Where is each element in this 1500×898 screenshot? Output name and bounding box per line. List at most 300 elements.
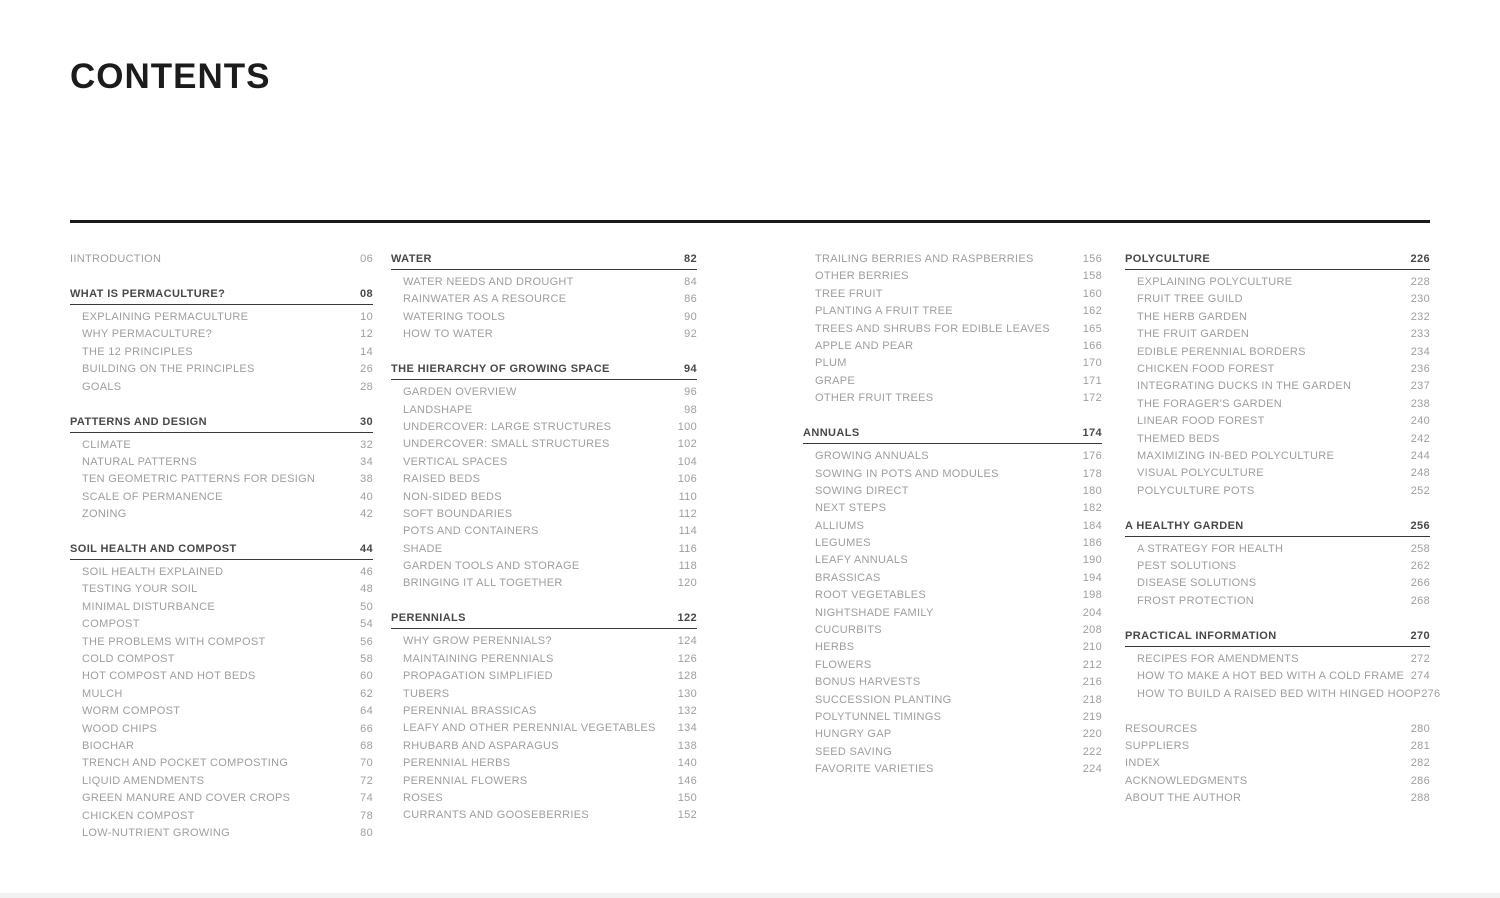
toc-entry-label: ZONING xyxy=(82,508,127,521)
toc-entry xyxy=(803,502,1102,519)
toc-entry xyxy=(803,607,1102,624)
toc-entry xyxy=(803,270,1102,287)
toc-entry-page-number: 10 xyxy=(360,310,373,323)
toc-entry-page-number: 48 xyxy=(360,583,373,596)
toc-entry xyxy=(70,810,373,827)
toc-entry-page-number: 190 xyxy=(1082,554,1102,567)
toc-entry xyxy=(803,323,1102,340)
toc-entry xyxy=(803,711,1102,728)
toc-entry-label: CUCURBITS xyxy=(815,624,882,637)
toc-entry xyxy=(70,491,373,508)
toc-entry-label: SOIL HEALTH EXPLAINED xyxy=(82,566,224,579)
toc-entry-label: SEED SAVING xyxy=(815,745,893,758)
toc-entry-page-number: 74 xyxy=(360,792,373,805)
toc-entry xyxy=(70,381,373,398)
section-heading-page-number: 30 xyxy=(359,415,373,428)
toc-entry xyxy=(803,288,1102,305)
toc-entry xyxy=(70,363,373,380)
section-heading-page-number: 08 xyxy=(359,287,373,300)
toc-entry xyxy=(803,253,1102,270)
toc-entry-page-number: 124 xyxy=(677,635,697,648)
toc-entry-label: LANDSHAPE xyxy=(403,403,473,416)
toc-entry xyxy=(391,792,697,809)
toc-entry-page-number: 280 xyxy=(1410,722,1430,735)
toc-entry-page-number: 262 xyxy=(1410,560,1430,573)
toc-entry-label: POTS AND CONTAINERS xyxy=(403,525,539,538)
toc-column-1 xyxy=(70,253,373,844)
toc-entry-label: HOW TO BUILD A RAISED BED WITH HINGED HOOP xyxy=(1137,687,1422,700)
toc-entry-label: PEST SOLUTIONS xyxy=(1137,560,1237,573)
section-heading-label: A HEALTHY GARDEN xyxy=(1125,519,1244,532)
toc-entry-page-number: 118 xyxy=(678,560,697,573)
toc-entry xyxy=(70,439,373,456)
toc-column-4 xyxy=(1125,253,1441,810)
toc-entry-page-number: 102 xyxy=(677,438,697,451)
toc-entry-page-number: 210 xyxy=(1082,641,1102,654)
toc-entry xyxy=(1125,293,1430,310)
toc-entry-page-number: 46 xyxy=(360,566,373,579)
toc-entry xyxy=(1125,485,1430,502)
toc-entry-page-number: 50 xyxy=(360,600,373,613)
toc-entry-page-number: 06 xyxy=(360,253,373,265)
toc-entry xyxy=(391,809,697,826)
toc-entry xyxy=(391,688,697,705)
toc-entry xyxy=(803,468,1102,485)
section-heading xyxy=(391,612,697,629)
toc-entry-page-number: 266 xyxy=(1410,577,1430,590)
toc-entry-label: PLUM xyxy=(815,357,847,370)
toc-entry xyxy=(391,473,697,490)
toc-entry-page-number: 114 xyxy=(678,525,697,538)
toc-entry-label: TRAILING BERRIES AND RASPBERRIES xyxy=(815,253,1034,265)
toc-entry-page-number: 220 xyxy=(1082,728,1102,741)
toc-entry-page-number: 222 xyxy=(1082,745,1102,758)
toc-entry xyxy=(803,305,1102,322)
toc-entry-label: UNDERCOVER: SMALL STRUCTURES xyxy=(403,438,610,451)
toc-entry-page-number: 14 xyxy=(360,345,373,358)
toc-entry xyxy=(391,491,697,508)
toc-entry-label: THE FRUIT GARDEN xyxy=(1137,328,1250,341)
toc-entry xyxy=(70,583,373,600)
toc-entry xyxy=(70,740,373,757)
section-heading-label: WHAT IS PERMACULTURE? xyxy=(70,287,226,300)
toc-entry-label: TREES AND SHRUBS FOR EDIBLE LEAVES xyxy=(815,322,1050,335)
toc-entry-page-number: 171 xyxy=(1082,374,1102,387)
toc-entry-label: PLANTING A FRUIT TREE xyxy=(815,305,953,318)
toc-entry-page-number: 218 xyxy=(1082,693,1102,706)
section-heading-page-number: 174 xyxy=(1082,427,1102,440)
toc-entry-page-number: 208 xyxy=(1082,624,1102,637)
toc-entry-page-number: 138 xyxy=(677,739,697,752)
toc-entry-label: A STRATEGY FOR HEALTH xyxy=(1137,542,1284,555)
toc-entry-label: LEAFY AND OTHER PERENNIAL VEGETABLES xyxy=(403,722,656,735)
toc-entry-label: MAXIMIZING IN-BED POLYCULTURE xyxy=(1137,449,1335,462)
toc-block xyxy=(803,253,1102,410)
toc-entry-label: MULCH xyxy=(82,687,123,700)
toc-entry-label: ROOT VEGETABLES xyxy=(815,589,927,602)
toc-entry-label: FAVORITE VARIETIES xyxy=(815,763,934,776)
toc-entry xyxy=(70,346,373,363)
toc-entry xyxy=(70,311,373,328)
toc-entry-label: BIOCHAR xyxy=(82,739,135,752)
toc-section xyxy=(1125,520,1430,613)
toc-block xyxy=(1125,723,1430,810)
toc-entry-label: WHY GROW PERENNIALS? xyxy=(403,635,552,648)
toc-entry-label: PERENNIAL HERBS xyxy=(403,757,511,770)
toc-entry-label: GARDEN TOOLS AND STORAGE xyxy=(403,560,580,573)
section-heading-page-number: 94 xyxy=(683,363,697,376)
toc-entry-label: COLD COMPOST xyxy=(82,653,175,666)
toc-entry-label: SUCCESSION PLANTING xyxy=(815,693,952,706)
section-heading xyxy=(70,543,373,560)
toc-entry-page-number: 38 xyxy=(360,473,373,486)
page-title: CONTENTS xyxy=(70,57,271,96)
toc-entry xyxy=(803,520,1102,537)
toc-entry-label: POLYTUNNEL TIMINGS xyxy=(815,710,942,723)
toc-entry-label: BUILDING ON THE PRINCIPLES xyxy=(82,363,255,376)
toc-entry xyxy=(803,589,1102,606)
toc-entry-page-number: 236 xyxy=(1410,362,1430,375)
toc-entry-page-number: 132 xyxy=(677,705,697,717)
toc-entry-label: RAISED BEDS xyxy=(403,473,481,486)
toc-entry-page-number: 234 xyxy=(1410,345,1430,358)
toc-entry xyxy=(1125,687,1441,705)
toc-entry-page-number: 288 xyxy=(1410,792,1430,805)
toc-entry-page-number: 70 xyxy=(360,757,373,770)
toc-entry xyxy=(391,293,697,310)
toc-entry xyxy=(70,473,373,490)
toc-entry-page-number: 230 xyxy=(1410,293,1430,306)
toc-entry-page-number: 248 xyxy=(1410,467,1430,480)
toc-entry xyxy=(391,722,697,739)
toc-entry-page-number: 96 xyxy=(684,386,697,399)
toc-entry-label: HOT COMPOST AND HOT BEDS xyxy=(82,670,256,683)
toc-entry-page-number: 146 xyxy=(677,774,697,787)
toc-entry-page-number: 158 xyxy=(1082,270,1102,283)
toc-entry xyxy=(803,392,1102,409)
toc-entry xyxy=(70,775,373,792)
toc-section xyxy=(391,612,697,826)
toc-section xyxy=(803,427,1102,780)
toc-entry-label: NATURAL PATTERNS xyxy=(82,455,198,468)
toc-entry xyxy=(1125,543,1430,560)
toc-entry-page-number: 134 xyxy=(677,722,697,735)
toc-entry xyxy=(70,653,373,670)
toc-entry xyxy=(391,543,697,560)
section-heading xyxy=(70,416,373,433)
toc-entry-page-number: 56 xyxy=(360,635,373,648)
toc-entry-page-number: 120 xyxy=(677,577,697,590)
toc-entry xyxy=(70,723,373,740)
toc-entry-label: CLIMATE xyxy=(82,438,131,451)
toc-entry xyxy=(803,624,1102,641)
section-heading-label: PRACTICAL INFORMATION xyxy=(1125,629,1277,642)
section-heading-label: PATTERNS AND DESIGN xyxy=(70,415,207,428)
toc-entry-page-number: 178 xyxy=(1082,467,1102,480)
toc-entry-label: FLOWERS xyxy=(815,658,872,671)
toc-entry-label: LOW-NUTRIENT GROWING xyxy=(82,826,230,839)
toc-entry-page-number: 32 xyxy=(360,438,373,451)
toc-entry-label: TESTING YOUR SOIL xyxy=(82,583,198,596)
toc-entry-label: FRUIT TREE GUILD xyxy=(1137,293,1243,306)
toc-entry-label: HOW TO MAKE A HOT BED WITH A COLD FRAME xyxy=(1137,670,1405,683)
toc-entry xyxy=(1125,740,1430,757)
toc-entry-page-number: 160 xyxy=(1082,287,1102,300)
section-heading-page-number: 44 xyxy=(359,543,373,556)
toc-entry-label: ALLIUMS xyxy=(815,519,865,532)
toc-entry-label: SCALE OF PERMANENCE xyxy=(82,490,223,503)
toc-entry-page-number: 268 xyxy=(1410,594,1430,607)
toc-entry-page-number: 224 xyxy=(1082,763,1102,776)
toc-entry-page-number: 281 xyxy=(1410,739,1430,752)
section-heading xyxy=(1125,520,1430,537)
toc-entry-page-number: 40 xyxy=(360,490,373,503)
toc-entry-label: RHUBARB AND ASPARAGUS xyxy=(403,739,559,752)
toc-entry-label: THE PROBLEMS WITH COMPOST xyxy=(82,635,266,648)
toc-section xyxy=(1125,253,1430,502)
toc-entry-label: GARDEN OVERVIEW xyxy=(403,386,517,399)
toc-entry-label: THE FORAGER'S GARDEN xyxy=(1137,397,1283,410)
toc-entry-label: RAINWATER AS A RESOURCE xyxy=(403,293,567,306)
toc-entry-label: WHY PERMACULTURE? xyxy=(82,328,212,341)
toc-entry-label: RESOURCES xyxy=(1125,722,1198,735)
toc-entry-label: WATER NEEDS AND DROUGHT xyxy=(403,276,574,288)
section-heading xyxy=(1125,253,1430,270)
toc-entry-page-number: 66 xyxy=(360,722,373,735)
toc-entry-label: OTHER BERRIES xyxy=(815,270,909,283)
toc-section xyxy=(391,363,697,595)
toc-entry xyxy=(1125,792,1430,809)
toc-entry-label: TUBERS xyxy=(403,687,450,700)
toc-entry-page-number: 26 xyxy=(360,363,373,376)
toc-entry-label: PROPAGATION SIMPLIFIED xyxy=(403,670,553,683)
toc-entry xyxy=(391,635,697,652)
toc-entry-page-number: 98 xyxy=(684,403,697,416)
toc-entry xyxy=(803,554,1102,571)
toc-entry-label: APPLE AND PEAR xyxy=(815,339,914,352)
section-heading xyxy=(1125,630,1430,647)
toc-entry xyxy=(803,641,1102,658)
toc-section xyxy=(70,288,373,398)
toc-entry-label: LINEAR FOOD FOREST xyxy=(1137,415,1265,428)
toc-entry xyxy=(391,421,697,438)
toc-entry-label: LIQUID AMENDMENTS xyxy=(82,774,205,787)
toc-entry-page-number: 150 xyxy=(677,791,697,804)
toc-entry-label: HERBS xyxy=(815,641,855,654)
toc-entry-page-number: 60 xyxy=(360,670,373,683)
toc-entry-page-number: 240 xyxy=(1410,415,1430,428)
section-heading xyxy=(70,288,373,305)
toc-entry-label: UNDERCOVER: LARGE STRUCTURES xyxy=(403,420,612,433)
toc-entry xyxy=(1125,363,1430,380)
toc-entry xyxy=(1125,467,1430,484)
toc-entry xyxy=(803,694,1102,711)
toc-entry-label: LEGUMES xyxy=(815,537,871,550)
toc-entry xyxy=(803,340,1102,357)
toc-entry-label: HOW TO WATER xyxy=(403,328,493,341)
toc-entry-page-number: 90 xyxy=(684,310,697,323)
toc-entry-page-number: 182 xyxy=(1082,502,1102,515)
toc-entry-label: SOFT BOUNDARIES xyxy=(403,507,513,520)
toc-entry-page-number: 186 xyxy=(1082,537,1102,550)
toc-entry-label: SHADE xyxy=(403,542,443,555)
toc-entry-page-number: 242 xyxy=(1410,432,1430,445)
toc-entry xyxy=(1125,276,1430,293)
toc-entry-page-number: 64 xyxy=(360,705,373,718)
toc-section xyxy=(70,416,373,526)
toc-entry-page-number: 92 xyxy=(684,328,697,341)
toc-column-2 xyxy=(391,253,697,827)
toc-entry xyxy=(70,827,373,844)
toc-entry-label: SOWING DIRECT xyxy=(815,484,909,497)
toc-entry xyxy=(70,508,373,525)
toc-entry-page-number: 126 xyxy=(677,652,697,665)
toc-entry xyxy=(803,450,1102,467)
toc-entry xyxy=(803,537,1102,554)
toc-entry-page-number: 100 xyxy=(677,420,697,433)
toc-entry-page-number: 237 xyxy=(1410,380,1430,393)
toc-entry-label: HUNGRY GAP xyxy=(815,728,892,741)
toc-entry xyxy=(1125,560,1430,577)
section-heading-label: WATER xyxy=(391,253,432,265)
toc-entry xyxy=(803,485,1102,502)
toc-entry-page-number: 112 xyxy=(678,507,697,520)
toc-entry-page-number: 216 xyxy=(1082,676,1102,689)
toc-entry xyxy=(1125,450,1430,467)
toc-entry xyxy=(1125,346,1430,363)
toc-section xyxy=(391,253,697,346)
toc-entry-label: SOWING IN POTS AND MODULES xyxy=(815,467,999,480)
toc-entry xyxy=(391,456,697,473)
toc-entry-page-number: 258 xyxy=(1410,542,1430,555)
section-heading-page-number: 256 xyxy=(1410,519,1430,532)
toc-entry-page-number: 282 xyxy=(1410,757,1430,770)
toc-entry xyxy=(1125,653,1430,670)
toc-entry-label: POLYCULTURE POTS xyxy=(1137,484,1255,497)
toc-entry xyxy=(803,746,1102,763)
toc-entry xyxy=(391,525,697,542)
toc-entry xyxy=(1125,757,1430,774)
toc-entry-page-number: 176 xyxy=(1082,450,1102,463)
toc-entry xyxy=(391,508,697,525)
toc-entry-page-number: 184 xyxy=(1082,519,1102,532)
toc-entry-label: EDIBLE PERENNIAL BORDERS xyxy=(1137,345,1306,358)
toc-entry xyxy=(803,676,1102,693)
toc-entry-label: BRINGING IT ALL TOGETHER xyxy=(403,577,563,590)
toc-entry-label: LEAFY ANNUALS xyxy=(815,554,908,567)
toc-entry xyxy=(1125,595,1430,612)
toc-entry xyxy=(70,328,373,345)
toc-entry xyxy=(391,670,697,687)
page-bottom-edge xyxy=(0,893,1500,898)
toc-entry-label: COMPOST xyxy=(82,618,140,631)
toc-entry-page-number: 42 xyxy=(360,508,373,521)
toc-column-3 xyxy=(803,253,1102,781)
toc-entry xyxy=(1125,577,1430,594)
toc-entry-page-number: 194 xyxy=(1082,571,1102,584)
toc-entry xyxy=(70,688,373,705)
toc-entry-page-number: 140 xyxy=(677,757,697,770)
toc-entry-label: MAINTAINING PERENNIALS xyxy=(403,652,554,665)
section-heading xyxy=(803,427,1102,444)
toc-entry xyxy=(803,728,1102,745)
toc-entry-label: TRENCH AND POCKET COMPOSTING xyxy=(82,757,289,770)
toc-entry-page-number: 28 xyxy=(360,380,373,393)
toc-entry-page-number: 106 xyxy=(677,473,697,486)
section-heading-page-number: 82 xyxy=(683,253,697,265)
toc-entry xyxy=(391,311,697,328)
toc-entry-page-number: 274 xyxy=(1410,670,1430,683)
title-divider-rule xyxy=(70,220,1430,223)
toc-entry xyxy=(391,276,697,293)
toc-entry xyxy=(1125,311,1430,328)
toc-entry-page-number: 58 xyxy=(360,653,373,666)
toc-entry-page-number: 219 xyxy=(1082,710,1102,723)
toc-entry xyxy=(1125,415,1430,432)
toc-entry-page-number: 130 xyxy=(677,687,697,700)
toc-entry-page-number: 68 xyxy=(360,739,373,752)
toc-section xyxy=(70,543,373,844)
toc-entry-label: RECIPES FOR AMENDMENTS xyxy=(1137,652,1299,665)
toc-entry-page-number: 286 xyxy=(1410,774,1430,787)
toc-entry-page-number: 198 xyxy=(1082,589,1102,602)
toc-entry xyxy=(391,775,697,792)
toc-entry xyxy=(1125,670,1430,687)
toc-entry xyxy=(1125,398,1430,415)
toc-entry xyxy=(803,572,1102,589)
toc-entry-page-number: 152 xyxy=(677,809,697,822)
section-heading-label: PERENNIALS xyxy=(391,612,466,625)
toc-entry-page-number: 272 xyxy=(1410,652,1430,665)
toc-entry xyxy=(70,636,373,653)
toc-entry-page-number: 212 xyxy=(1082,658,1102,671)
toc-entry-label: CHICKEN COMPOST xyxy=(82,809,195,822)
toc-entry xyxy=(70,618,373,635)
toc-entry-page-number: 162 xyxy=(1082,305,1102,318)
toc-entry-label: ACKNOWLEDGMENTS xyxy=(1125,774,1248,787)
toc-entry-label: WORM COMPOST xyxy=(82,705,181,718)
toc-entry xyxy=(70,705,373,722)
toc-entry xyxy=(1125,775,1430,792)
toc-entry-page-number: 166 xyxy=(1082,339,1102,352)
toc-entry xyxy=(803,659,1102,676)
toc-entry-page-number: 244 xyxy=(1410,449,1430,462)
toc-entry-page-number: 78 xyxy=(360,809,373,822)
toc-entry-label: GRAPE xyxy=(815,374,856,387)
toc-entry-label: VERTICAL SPACES xyxy=(403,455,508,468)
toc-entry-page-number: 156 xyxy=(1082,253,1102,265)
toc-entry-page-number: 54 xyxy=(360,618,373,631)
toc-entry xyxy=(70,253,373,270)
toc-entry-label: CURRANTS AND GOOSEBERRIES xyxy=(403,809,589,822)
toc-entry-page-number: 110 xyxy=(678,490,697,503)
toc-entry-label: EXPLAINING POLYCULTURE xyxy=(1137,276,1293,288)
toc-entry-page-number: 232 xyxy=(1410,310,1430,323)
toc-entry-label: TEN GEOMETRIC PATTERNS FOR DESIGN xyxy=(82,473,316,486)
toc-entry xyxy=(1125,433,1430,450)
toc-entry-label: WATERING TOOLS xyxy=(403,310,506,323)
toc-entry-label: TREE FRUIT xyxy=(815,287,883,300)
toc-entry xyxy=(391,757,697,774)
toc-entry-label: PERENNIAL FLOWERS xyxy=(403,774,528,787)
toc-entry-page-number: 228 xyxy=(1410,276,1430,288)
toc-entry-page-number: 86 xyxy=(684,293,697,306)
toc-entry xyxy=(70,601,373,618)
toc-entry-page-number: 62 xyxy=(360,687,373,700)
section-heading-label: ANNUALS xyxy=(803,427,860,440)
toc-entry-label: FROST PROTECTION xyxy=(1137,594,1255,607)
toc-entry-page-number: 172 xyxy=(1082,392,1102,405)
